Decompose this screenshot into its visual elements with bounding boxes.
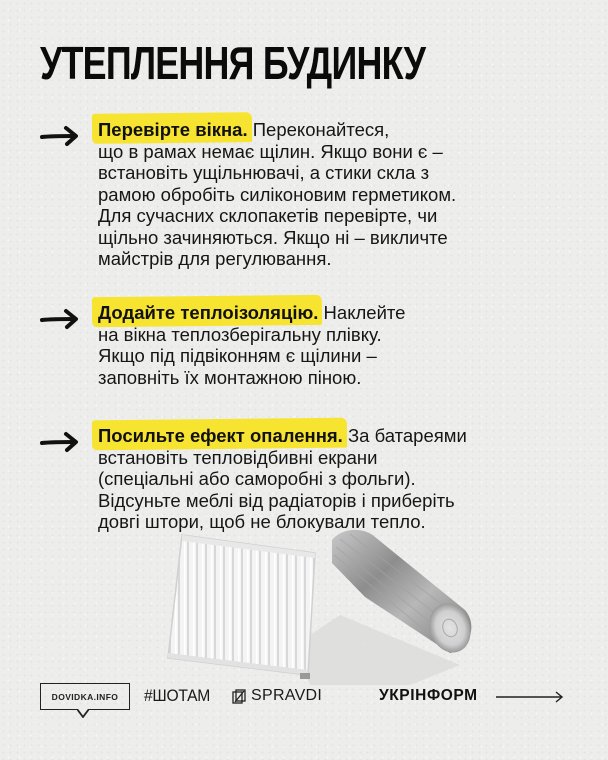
radiator	[168, 535, 315, 679]
page-title: УТЕПЛЕННЯ БУДИНКУ	[40, 37, 426, 89]
long-arrow-right-icon[interactable]	[496, 690, 566, 704]
tip-heading-highlight: Посильте ефект опалення.	[98, 425, 343, 446]
footer	[40, 683, 580, 733]
arrow-right-icon	[40, 308, 80, 330]
logo-shotam[interactable]: #ШОТАМ	[144, 686, 211, 705]
tip-heading-highlight: Додайте теплоізоляцію.	[98, 302, 319, 323]
speech-tail-icon	[77, 709, 89, 718]
tip-text: Посильте ефект опалення. За батареями встановіть тепловідбивні екрани (спеціальні або саморобні з фольги). Відсуньте меблі від радіаторів і приберіть довгі штори, щоб не блокували тепло.	[98, 425, 467, 532]
arrow-right-icon	[40, 125, 80, 147]
spravdi-icon	[232, 689, 247, 704]
logo-dovidka[interactable]: DOVIDKA.INFO	[40, 683, 130, 710]
foil-insulation-roll	[295, 530, 477, 685]
tip-text: Перевірте вікна. Переконайтеся, що в рамах немає щілин. Якщо вони є – встановіть ущільнювачі, а стики скла з рамою обробіть силіконовим герметиком. Для сучасних склопакетів перевірте, чи щільно зачиняються. Якщо ні – викличте майстрів для регулювання.	[98, 119, 457, 269]
arrow-right-icon	[40, 431, 80, 453]
illustration	[160, 525, 480, 685]
tip-heading-highlight: Перевірте вікна.	[98, 119, 248, 140]
logo-spravdi[interactable]: SPRAVDI	[232, 687, 322, 705]
tip-text: Додайте теплоізоляцію. Наклейте на вікна теплозберігальну плівку. Якщо під підвіконням є щілини – заповніть їх монтажною піною.	[98, 302, 406, 388]
logo-ukrinform[interactable]: УКРІНФОРМ	[379, 687, 478, 704]
